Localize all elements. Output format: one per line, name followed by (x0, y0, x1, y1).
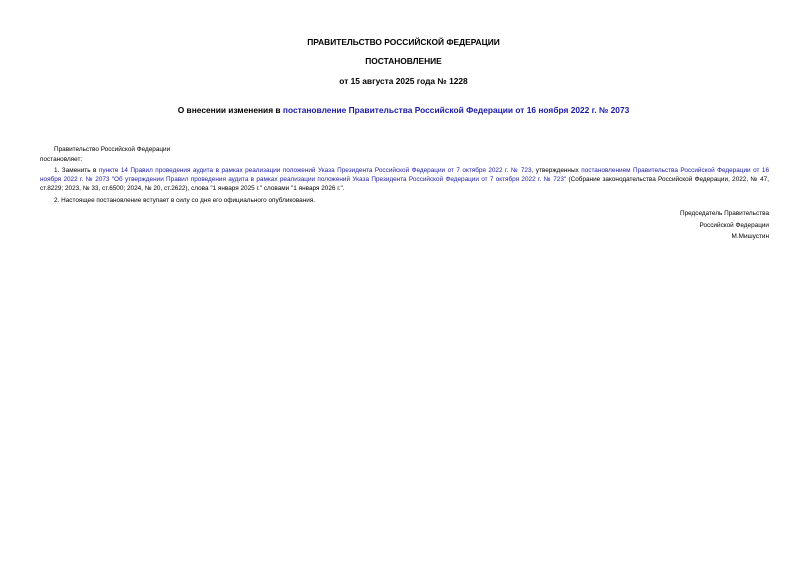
government-line: Правительство Российской Федерации (54, 146, 171, 153)
signature-title-1: Председатель Правительства (680, 210, 769, 217)
p1-text-2: , утвержденных (531, 167, 582, 174)
date-number-heading: от 15 августа 2025 года № 1228 (339, 76, 468, 86)
signature-block (680, 208, 769, 243)
issuer-heading: ПРАВИТЕЛЬСТВО РОССИЙСКОЙ ФЕДЕРАЦИИ (307, 37, 500, 47)
p1-link-resolution[interactable]: постановлением Правительства Российской Федерации от 16 ноября 2022 г. № 2073 "Об утверждении Правил проведения аудита в рамках реализации положений Указа Президента Российской Федерации от 7 октября 2022 г. № 723" (40, 167, 769, 183)
document-subject (0, 105, 807, 115)
p1-text-3: (Собрание законодательства Российской Федерации, 2022, № 47, ст.8229; 2023, № 33, ст.6500; 2024, № 20, ст.2622), слова "1 января 2025 г." словами "1 января 2026 г.". (40, 175, 769, 192)
paragraph-1 (40, 167, 769, 193)
document-type-heading: ПОСТАНОВЛЕНИЕ (365, 56, 442, 66)
paragraph-2: 2. Настоящее постановление вступает в силу со дня его официального опубликования. (54, 197, 316, 204)
p1-text-1: 1. Заменить в (54, 167, 99, 174)
subject-prefix: О внесении изменения в (177, 105, 283, 115)
signature-name: М.Мишустин (731, 233, 769, 240)
decrees-line: постановляет: (40, 156, 83, 163)
p1-link-rules-item[interactable]: пункте 14 Правил проведения аудита в рамках реализации положений Указа Президента Российской Федерации от 7 октября 2022 г. № 723 (98, 167, 532, 174)
subject-link[interactable]: постановление Правительства Российской Федерации от 16 ноября 2022 г. № 2073 (282, 105, 630, 115)
signature-title-2: Российской Федерации (699, 221, 769, 229)
